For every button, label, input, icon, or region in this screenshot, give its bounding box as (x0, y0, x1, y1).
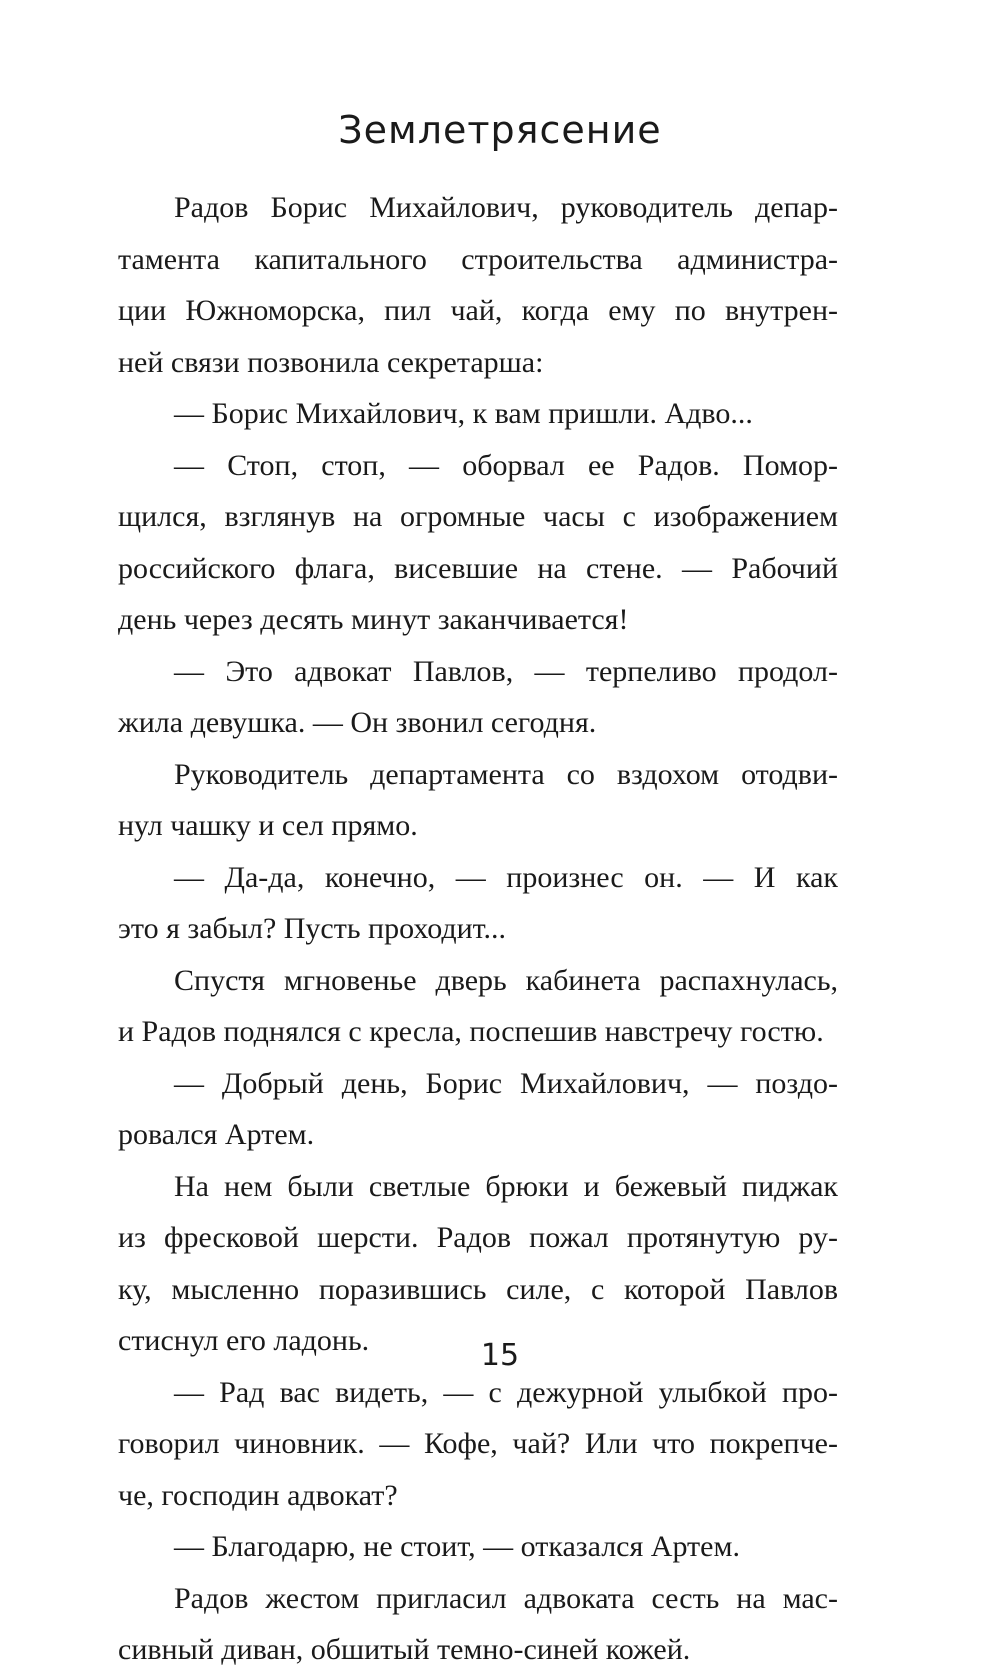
body-text (118, 182, 838, 1676)
text-line: жила девушка. — Он звонил сегодня. (118, 706, 597, 739)
text-line: ровался Артем. (118, 1118, 315, 1151)
text-line: тамента капитального строительства администра- (118, 242, 838, 276)
text-line: Руководитель департамента со вздохом отодви- (174, 757, 838, 791)
chapter-title: Землетрясение (338, 108, 662, 152)
text-line: Радов жестом пригласил адвоката сесть на мас- (174, 1581, 838, 1615)
text-line: — Стоп, стоп, — оборвал ее Радов. Помор- (174, 448, 838, 482)
text-line: — Добрый день, Борис Михайлович, — поздо- (174, 1066, 838, 1100)
text-line: нул чашку и сел прямо. (118, 809, 418, 842)
text-line: ции Южноморска, пил чай, когда ему по внутрен- (118, 294, 838, 327)
text-line: и Радов поднялся с кресла, поспешив навстречу гостю. (118, 1015, 824, 1048)
text-line: — Это адвокат Павлов, — терпеливо продол- (174, 654, 838, 688)
text-line: ней связи позвонила секретарша: (118, 345, 544, 379)
text-line: — Да-да, конечно, — произнес он. — И как (174, 860, 838, 894)
text-line: из фресковой шерсти. Радов пожал протянутую ру- (118, 1221, 838, 1254)
text-line: На нем были светлые брюки и бежевый пиджак (174, 1169, 838, 1203)
text-line: — Благодарю, не стоит, — отказался Артем. (174, 1530, 740, 1563)
text-line: российского флага, висевшие на стене. — Рабочий (118, 551, 838, 585)
text-line: — Борис Михайлович, к вам пришли. Адво... (174, 397, 753, 430)
page-number: 15 (480, 1338, 520, 1373)
text-line: щился, взглянув на огромные часы с изображением (118, 500, 838, 533)
text-line: — Рад вас видеть, — с дежурной улыбкой про- (174, 1375, 838, 1409)
text-line: Спустя мгновенье дверь кабинета распахнулась, (174, 963, 838, 997)
text-line: сивный диван, обшитый темно-синей кожей. (118, 1633, 691, 1666)
text-line: ку, мысленно поразившись силе, с которой Павлов (118, 1272, 838, 1306)
text-line: стиснул его ладонь. (118, 1324, 370, 1357)
text-line: говорил чиновник. — Кофе, чай? Или что покрепче- (118, 1427, 838, 1460)
text-line: день через десять минут заканчивается! (118, 603, 629, 636)
text-line: Радов Борис Михайлович, руководитель депар- (174, 191, 838, 224)
text-line: че, господин адвокат? (118, 1478, 398, 1512)
text-line: это я забыл? Пусть проходит... (118, 912, 507, 945)
